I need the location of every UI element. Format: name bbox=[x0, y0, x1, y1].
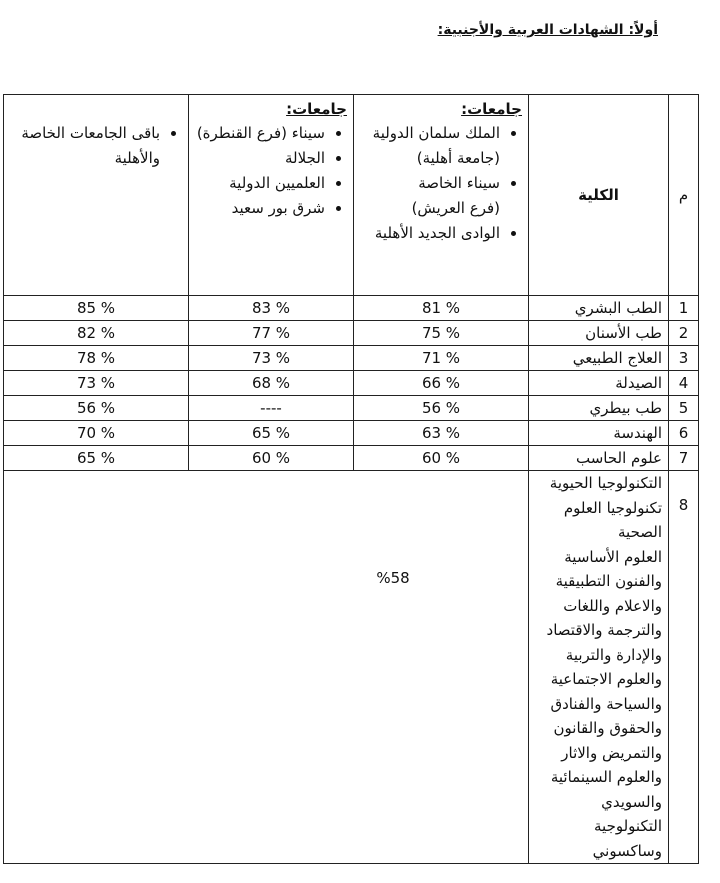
row-value-group2: 68 % bbox=[189, 371, 354, 396]
row-faculty: طب الأسنان bbox=[529, 321, 669, 346]
table-row bbox=[4, 321, 699, 346]
row-number: 3 bbox=[669, 346, 699, 371]
row-number: 2 bbox=[669, 321, 699, 346]
table-header-row bbox=[4, 95, 699, 296]
row-faculty: الصيدلة bbox=[529, 371, 669, 396]
group2-title: جامعات: bbox=[286, 100, 347, 118]
row-value-group1: 81 % bbox=[354, 296, 529, 321]
header-group1 bbox=[354, 95, 529, 296]
row-number: 8 bbox=[669, 471, 699, 864]
row-value-group3: 82 % bbox=[4, 321, 189, 346]
list-item: • باقى الجامعات الخاصة والأهلية bbox=[10, 121, 160, 171]
row-faculty: علوم الحاسب bbox=[529, 446, 669, 471]
row-value-group3: 78 % bbox=[4, 346, 189, 371]
list-item: • العلميين الدولية bbox=[195, 171, 325, 196]
page-title: أولاً: الشهادات العربية والأجنبية: bbox=[437, 22, 658, 38]
table-row bbox=[4, 446, 699, 471]
table-row bbox=[4, 471, 699, 864]
row-value-group2: 83 % bbox=[189, 296, 354, 321]
group2-list bbox=[195, 121, 347, 221]
row-faculty: طب بيطري bbox=[529, 396, 669, 421]
row-number: 4 bbox=[669, 371, 699, 396]
header-group2 bbox=[189, 95, 354, 296]
row-value-group2: 60 % bbox=[189, 446, 354, 471]
row-value-group1: 71 % bbox=[354, 346, 529, 371]
list-item: • شرق بور سعيد bbox=[195, 196, 325, 221]
row-value-group3: 56 % bbox=[4, 396, 189, 421]
row-value-group1: 60 % bbox=[354, 446, 529, 471]
group1-title: جامعات: bbox=[461, 100, 522, 118]
header-group3 bbox=[4, 95, 189, 296]
row-value-group1: 66 % bbox=[354, 371, 529, 396]
list-item: • سيناء (فرع القنطرة) bbox=[195, 121, 325, 146]
row-value-group2: 73 % bbox=[189, 346, 354, 371]
row-faculty: العلاج الطبيعي bbox=[529, 346, 669, 371]
row-value-group3: 85 % bbox=[4, 296, 189, 321]
row-faculty: الهندسة bbox=[529, 421, 669, 446]
row-value-group1: 56 % bbox=[354, 396, 529, 421]
table-row bbox=[4, 396, 699, 421]
group3-list bbox=[10, 121, 182, 171]
row-number: 6 bbox=[669, 421, 699, 446]
table-row bbox=[4, 371, 699, 396]
header-number: م bbox=[669, 95, 699, 296]
row-number: 1 bbox=[669, 296, 699, 321]
row-value-group3: 65 % bbox=[4, 446, 189, 471]
admission-table bbox=[3, 94, 699, 864]
list-item: • الملك سلمان الدولية (جامعة أهلية) bbox=[360, 121, 500, 171]
table-row bbox=[4, 421, 699, 446]
row-value-group1: 75 % bbox=[354, 321, 529, 346]
row-value-group2: 77 % bbox=[189, 321, 354, 346]
header-faculty: الكلية bbox=[529, 95, 669, 296]
row-value-group2: 65 % bbox=[189, 421, 354, 446]
group1-list bbox=[360, 121, 522, 246]
row-faculty-list: التكنولوجيا الحيوية تكنولوجيا العلوم الصحية العلوم الأساسية والفنون التطبيقية والاعلام واللغات والترجمة والاقتصاد والإدارة والتربية والعلوم الاجتماعية والسياحة والفنادق والحقوق والقانون والتمريض والاثار والعلوم السينمائية والسويدي التكنولوجية وساكسوني bbox=[529, 471, 669, 864]
row-value-group1: 63 % bbox=[354, 421, 529, 446]
list-item: • الوادى الجديد الأهلية bbox=[360, 221, 500, 246]
row-value-group3: 73 % bbox=[4, 371, 189, 396]
row-number: 7 bbox=[669, 446, 699, 471]
row-value-group3: 70 % bbox=[4, 421, 189, 446]
row-faculty: الطب البشري bbox=[529, 296, 669, 321]
table-row bbox=[4, 346, 699, 371]
table-row bbox=[4, 296, 699, 321]
row-number: 5 bbox=[669, 396, 699, 421]
row-value-merged: %58 bbox=[4, 471, 529, 864]
row-value-group2: ---- bbox=[189, 396, 354, 421]
list-item: • سيناء الخاصة (فرع العريش) bbox=[360, 171, 500, 221]
list-item: • الجلالة bbox=[195, 146, 325, 171]
